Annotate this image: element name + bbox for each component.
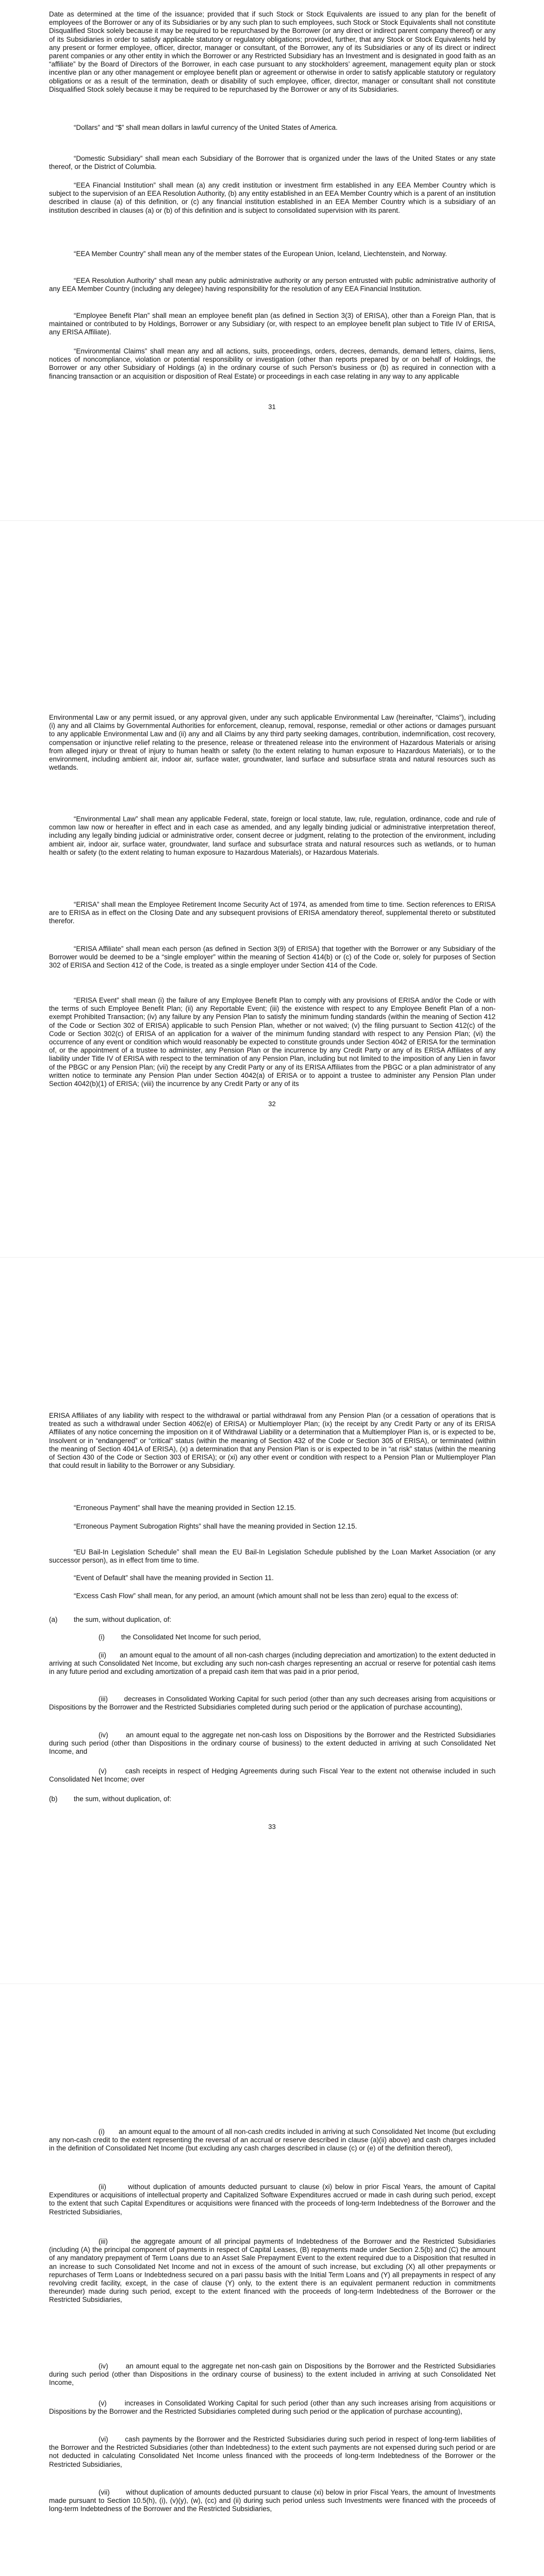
item-text: cash receipts in respect of Hedging Agreements during such Fiscal Year to the extent not otherwise included in such Consolidated Net Income; over	[49, 1767, 496, 1784]
paragraph: “Erroneous Payment” shall have the meaning provided in Section 12.15.	[74, 1504, 296, 1512]
list-item	[49, 2238, 496, 2304]
item-text: an amount equal to the aggregate net non-cash gain on Dispositions by the Borrower and the Restricted Subsidiaries during such period (other than Dispositions in the ordinary course of business) to the extent included in arriving at such Consolidated Net Income,	[49, 2362, 496, 2387]
item-text: an amount equal to the aggregate net non-cash loss on Dispositions by the Borrower and the Restricted Subsidiaries during such period (other than Dispositions in the ordinary course of business) to the extent deducted in arriving at such Consolidated Net Income, and	[49, 1731, 496, 1756]
list-item	[49, 1651, 496, 1676]
item-text: the aggregate amount of all principal payments of Indebtedness of the Borrower and the Restricted Subsidiaries (including (A) the principal component of payments in respect of Capital Leases, (B) repayments made under Section 2.5(b) and (C) the amount of any mandatory prepayment of Term Loans due to an Asset Sale Prepayment Event to the extent required due to a Disposition that resulted in an increase to such Consolidated Net Income and not in excess of the amount of such increase, but excluding (X) all other prepayments or repurchases of Term Loans or Indebtedness secured on a pari passu basis with the Initial Term Loans and (Y) all prepayments in respect of any revolving credit facility, except, in the case of clause (Y) only, to the extent there is an equivalent permanent reduction in commitments thereunder) made during such period, except to the extent financed with the proceeds of long-term Indebtedness of the Borrower or the Restricted Subsidiaries,	[49, 2238, 496, 2304]
paragraph: Environmental Law or any permit issued, or any approval given, under any such applicable Environmental Law (hereinafter, “Claims”), including (i) any and all Claims by Governmental Authorities for enforcement, cleanup, removal, response, remedial or other actions or damages pursuant to any applicable Environmental Law and (ii) any and all Claims by any third party seeking damages, contribution, indemnification, cost recovery, compensation or injunctive relief relating to the presence, release or threatened release into the environment of Hazardous Materials or arising from alleged injury or threat of injury to human health or safety (to the extent relating to human exposure to Hazardous Materials), or to the environment, including ambient air, indoor air, surface water, groundwater, land surface and subsurface strata and natural resources such as wetlands.	[49, 714, 496, 772]
paragraph: “Dollars” and “$” shall mean dollars in lawful currency of the United States of America.	[74, 124, 338, 131]
item-text: the sum, without duplication, of:	[74, 1616, 172, 1623]
item-label: (a)	[49, 1616, 58, 1623]
item-text: cash payments by the Borrower and the Restricted Subsidiaries during such period in respect of long-term liabilities of the Borrower and the Restricted Subsidiaries (other than Indebtedness) to the extent such payments are not expensed during such period or are not deducted in calculating Consolidated Net Income unless financed with the proceeds of long-term Indebtedness of the Borrower or the Restricted Subsidiaries,	[49, 2435, 496, 2468]
item-label: (vii)	[98, 2488, 110, 2496]
item-label: (iv)	[98, 1731, 108, 1739]
item-label: (i)	[98, 1633, 105, 1641]
item-label: (i)	[98, 2128, 105, 2136]
page-number: 33	[268, 1823, 276, 1831]
paragraph: “ERISA Affiliate” shall mean each person (as defined in Section 3(9) of ERISA) that together with the Borrower or any Subsidiary of the Borrower would be deemed to be a “single employer” within the meaning of Section 414(b) or (c) of the Code or, solely for purposes of Section 302 of ERISA and Section 412 of the Code, is treated as a single employer under Section 414 of the Code.	[49, 945, 496, 970]
item-label: (iii)	[98, 1695, 108, 1703]
item-label: (iii)	[98, 2238, 108, 2245]
paragraph: “Excess Cash Flow” shall mean, for any period, an amount (which amount shall not be less than zero) equal to the excess of:	[74, 1592, 458, 1600]
list-item	[49, 2488, 496, 2514]
item-text: an amount equal to the amount of all non-cash charges (including depreciation and amortization) to the extent deducted in arriving at such Consolidated Net Income, but excluding any such non-cash charges representing an accrual or reserve for potential cash items in any future period and excluding amortization of a prepaid cash item that was paid in a prior period,	[49, 1651, 496, 1676]
page-number: 31	[268, 403, 276, 411]
paragraph: “Erroneous Payment Subrogation Rights” shall have the meaning provided in Section 12.15.	[74, 1522, 357, 1530]
item-label: (ii)	[98, 1651, 106, 1659]
paragraph: “Environmental Claims” shall mean any and all actions, suits, proceedings, orders, decrees, demands, demand letters, claims, liens, notices of noncompliance, violation or potential responsibility or investigation (other than reports prepared by or on behalf of Holdings, the Borrower or any other Subsidiary of Holdings (a) in the ordinary course of such Person’s business or (b) as required in connection with a financing transaction or an acquisition or disposition of Real Estate) or proceedings in each case relating in any way to any applicable	[49, 347, 496, 380]
paragraph: “Event of Default” shall have the meaning provided in Section 11.	[74, 1574, 274, 1582]
paragraph: “EEA Member Country” shall mean any of the member states of the European Union, Iceland, Liechtenstein, and Norway.	[74, 250, 447, 258]
item-text: without duplication of amounts deducted pursuant to clause (xi) below in prior Fiscal Years, the amount of Capital Expenditures or acquisitions of intellectual property and Capitalized Software Expenditures accrued or made in cash during such period, except to the extent that such Capital Expenditures or acquisitions were financed with the proceeds of long-term Indebtedness of the Borrower and the Restricted Subsidiaries,	[49, 2183, 496, 2216]
paragraph: ERISA Affiliates of any liability with respect to the withdrawal or partial withdrawal from any Pension Plan (or a cessation of operations that is treated as such a withdrawal under Section 4062(e) of ERISA) or Multiemployer Plan; (ix) the receipt by any Credit Party or any of its ERISA Affiliates of any notice concerning the imposition on it of Withdrawal Liability or a determination that a Multiemployer Plan is, or is expected to be, Insolvent or in “endangered” or “critical” status (within the meaning of Section 432 of the Code or Section 305 of ERISA), or terminated (within the meaning of Section 4041A of ERISA), (x) a determination that any Pension Plan is or is expected to be in “at risk” status (within the meaning of Section 430 of the Code or Section 303 of ERISA); or (xi) any other event or condition with respect to a Pension Plan or Multiemployer Plan that could result in liability to the Borrower or any Subsidiary.	[49, 1412, 496, 1470]
paragraph: “ERISA” shall mean the Employee Retirement Income Security Act of 1974, as amended from time to time. Section references to ERISA are to ERISA as in effect on the Closing Date and any subsequent provisions of ERISA amendatory thereof, supplemental thereto or substituted therefor.	[49, 901, 496, 925]
page-divider	[0, 520, 544, 521]
item-text: decreases in Consolidated Working Capital for such period (other than any such decreases arising from acquisitions or Dispositions by the Borrower and the Restricted Subsidiaries completed during such period or the application of purchase accounting),	[49, 1695, 496, 1711]
item-text: increases in Consolidated Working Capital for such period (other than any such increases arising from acquisitions or Dispositions by the Borrower and the Restricted Subsidiaries completed during such period or the application of purchase accounting),	[49, 2399, 496, 2416]
list-item	[49, 1633, 496, 1641]
list-item	[49, 1695, 496, 1711]
page-number: 32	[268, 1100, 276, 1108]
list-item	[49, 1795, 496, 1803]
list-item	[49, 2128, 496, 2153]
item-label: (v)	[98, 1767, 107, 1775]
item-label: (vi)	[98, 2435, 108, 2443]
paragraph: “EEA Financial Institution” shall mean (a) any credit institution or investment firm established in any EEA Member Country which is subject to the supervision of an EEA Resolution Authority, (b) any entity established in an EEA Member Country which is a parent of an institution described in clause (a) of this definition, or (c) any financial institution established in an EEA Member Country which is a subsidiary of an institution described in clauses (a) or (b) of this definition and is subject to consolidated supervision with its parent.	[49, 181, 496, 214]
list-item	[49, 1731, 496, 1756]
list-item	[49, 2399, 496, 2416]
paragraph: “EEA Resolution Authority” shall mean any public administrative authority or any person entrusted with public administrative authority of any EEA Member Country (including any delegee) having responsibility for the resolution of any EEA Financial Institution.	[49, 277, 496, 293]
paragraph: “Employee Benefit Plan” shall mean an employee benefit plan (as defined in Section 3(3) of ERISA), other than a Foreign Plan, that is maintained or contributed to by Holdings, Borrower or any Subsidiary (or, with respect to an employee benefit plan subject to Title IV of ERISA, any ERISA Affiliate).	[49, 312, 496, 336]
list-item	[49, 2362, 496, 2387]
item-text: without duplication of amounts deducted pursuant to clause (xi) below in prior Fiscal Years, the amount of Investments made pursuant to Section 10.5(h), (i), (v)(y), (w), (cc) and (ii) during such period unless such Investments were financed with the proceeds of long-term Indebtedness of the Borrower and the Restricted Subsidiaries,	[49, 2488, 496, 2513]
item-label: (ii)	[98, 2183, 106, 2191]
item-label: (iv)	[98, 2362, 108, 2370]
paragraph: “Domestic Subsidiary” shall mean each Subsidiary of the Borrower that is organized under the laws of the United States or any state thereof, or the District of Columbia.	[49, 155, 496, 171]
item-label: (v)	[98, 2399, 107, 2407]
item-label: (b)	[49, 1795, 58, 1803]
item-text: the Consolidated Net Income for such period,	[121, 1633, 261, 1641]
paragraph: “EU Bail-In Legislation Schedule” shall mean the EU Bail-In Legislation Schedule published by the Loan Market Association (or any successor person), as in effect from time to time.	[49, 1548, 496, 1565]
page-divider	[0, 1257, 544, 1258]
list-item	[49, 1767, 496, 1784]
paragraph: “ERISA Event” shall mean (i) the failure of any Employee Benefit Plan to comply with any provisions of ERISA and/or the Code or with the terms of such Employee Benefit Plan; (ii) any Reportable Event; (iii) the existence with respect to any Employee Benefit Plan of a non-exempt Prohibited Transaction; (iv) any failure by any Pension Plan to satisfy the minimum funding standards (within the meaning of Section 412 of the Code or Section 302 of ERISA) applicable to such Pension Plan, whether or not waived; (v) the filing pursuant to Section 412(c) of the Code or Section 302(c) of ERISA of an application for a waiver of the minimum funding standard with respect to any Pension Plan; (vi) the occurrence of any event or condition which would reasonably be expected to constitute grounds under Section 4042 of ERISA for the termination of, or the appointment of a trustee to administer, any Pension Plan or the incurrence by any Credit Party or any of its ERISA Affiliates of any liability under Title IV of ERISA with respect to the termination of any Pension Plan, including but not limited to the imposition of any Lien in favor of the PBGC or any Pension Plan; (vii) the receipt by any Credit Party or any of its ERISA Affiliates from the PBGC or a plan administrator of any written notice to terminate any Pension Plan under Section 4042(a) of ERISA or to appoint a trustee to administer any Pension Plan under Section 4042(b)(1) of ERISA; (viii) the incurrence by any Credit Party or any of its	[49, 996, 496, 1088]
paragraph: Date as determined at the time of the issuance; provided that if such Stock or Stock Equivalents are issued to any plan for the benefit of employees of the Borrower or any of its Subsidiaries or by any such plan to such employees, such Stock or Stock Equivalents shall not constitute Disqualified Stock solely because it may be required to be repurchased by the Borrower (or any direct or indirect parent company thereof) or any of its Subsidiaries in order to satisfy applicable statutory or regulatory obligations; provided, further, that any Stock or Stock Equivalents held by any present or former employee, officer, director, manager or consultant, of the Borrower, any of its Subsidiaries or any of its direct or indirect parent companies or any other entity in which the Borrower or any Restricted Subsidiary has an Investment and is designated in good faith as an “affiliate” by the Board of Directors of the Borrower, in each case pursuant to any stockholders’ agreement, management equity plan or stock incentive plan or any other management or employee benefit plan or agreement or otherwise in order to satisfy applicable statutory or regulatory obligations or as a result of the termination, death or disability of such employee, officer, director, manager or consultant shall not constitute Disqualified Stock solely because it may be required to be repurchased by the Borrower or any of its Subsidiaries.	[49, 10, 496, 93]
item-text: an amount equal to the amount of all non-cash credits included in arriving at such Consolidated Net Income (but excluding any non-cash credit to the extent representing the reversal of an accrual or reserve described in clause (a)(ii) above) and cash charges included in the definition of Consolidated Net Income (but excluding any cash charges described in clause (c) or (e) of the definition thereof),	[49, 2128, 496, 2153]
list-item	[49, 2435, 496, 2469]
paragraph: “Environmental Law” shall mean any applicable Federal, state, foreign or local statute, law, rule, regulation, ordinance, code and rule of common law now or hereafter in effect and in each case as amended, and any legally binding judicial or administrative interpretation thereof, including any legally binding judicial or administrative order, consent decree or judgment, relating to the protection of the environment, including ambient air, indoor air, surface water, groundwater, land surface and subsurface strata and natural resources such as wetlands, or to human health or safety (to the extent relating to human exposure to Hazardous Materials), or Hazardous Materials.	[49, 815, 496, 856]
list-item	[49, 2183, 496, 2216]
item-text: the sum, without duplication, of:	[74, 1795, 172, 1803]
list-item	[49, 1616, 496, 1624]
